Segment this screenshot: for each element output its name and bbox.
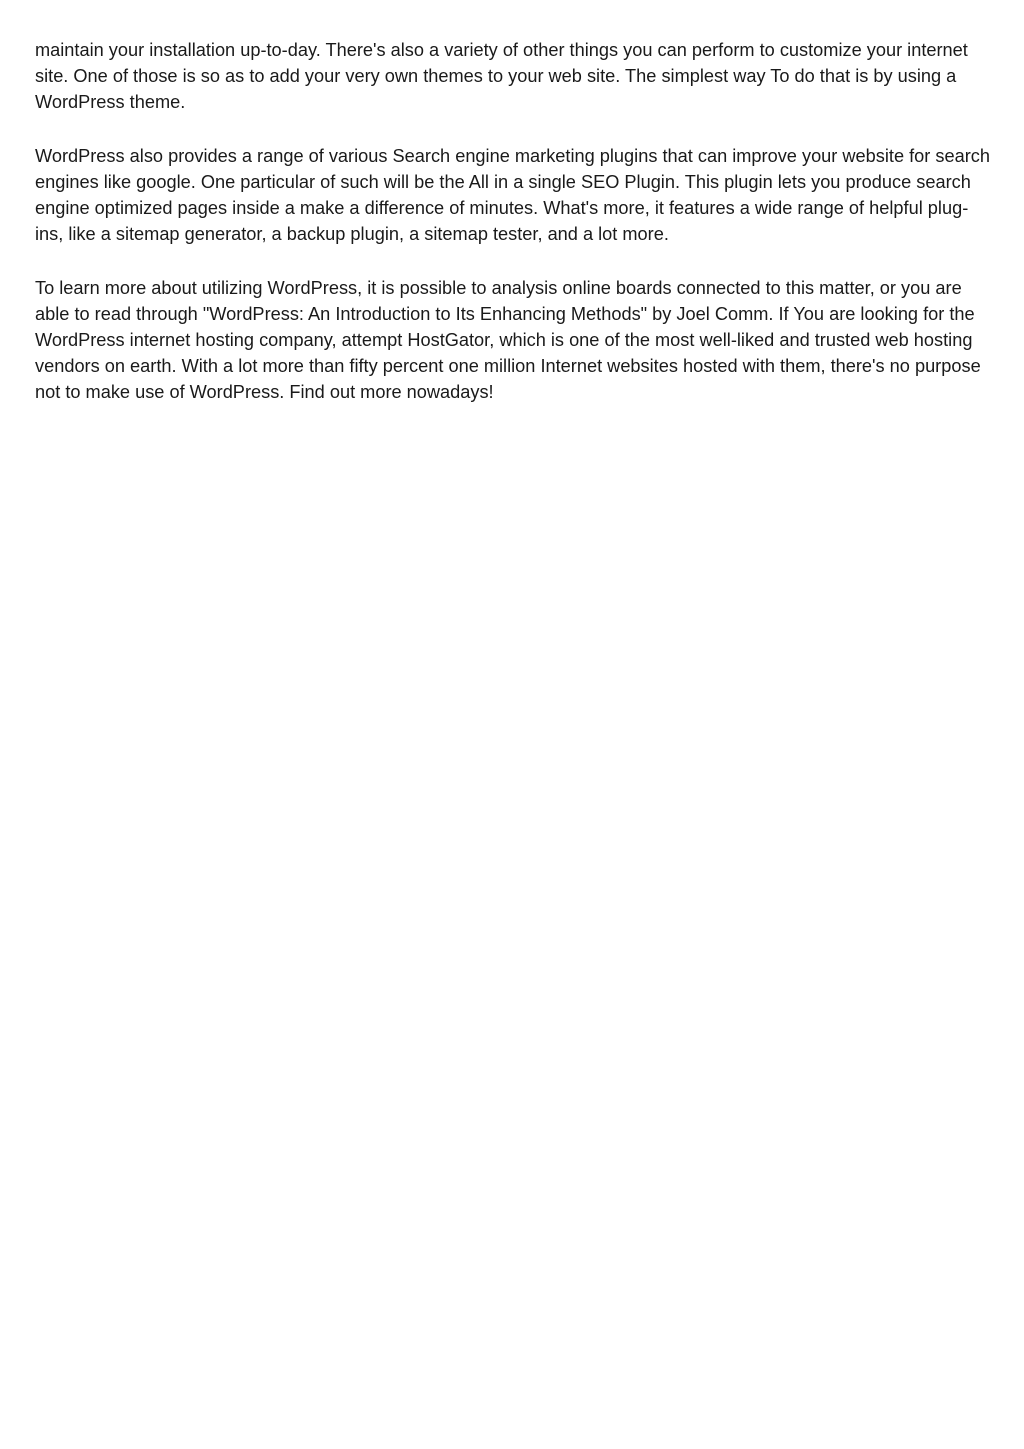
paragraph: WordPress also provides a range of various Search engine marketing plugins that can improve your website for search engines like google. One particular of such will be the All in a single SEO Plugin. This plugin lets you produce search engine optimized pages inside a make a difference of minutes. What's more, it features a wide range of helpful plug-ins, like a sitemap generator, a backup plugin, a sitemap tester, and a lot more. bbox=[35, 146, 990, 244]
document-body bbox=[35, 37, 995, 433]
paragraph: maintain your installation up-to-day. There's also a variety of other things you can perform to customize your internet site. One of those is so as to add your very own themes to your web site. The simplest way To do that is by using a WordPress theme. bbox=[35, 40, 968, 112]
paragraph: To learn more about utilizing WordPress, it is possible to analysis online boards connected to this matter, or you are able to read through "WordPress: An Introduction to Its Enhancing Methods" by Joel Comm. If You are looking for the WordPress internet hosting company, attempt HostGator, which is one of the most well-liked and trusted web hosting vendors on earth. With a lot more than fifty percent one million Internet websites hosted with them, there's no purpose not to make use of WordPress. Find out more nowadays! bbox=[35, 278, 981, 402]
